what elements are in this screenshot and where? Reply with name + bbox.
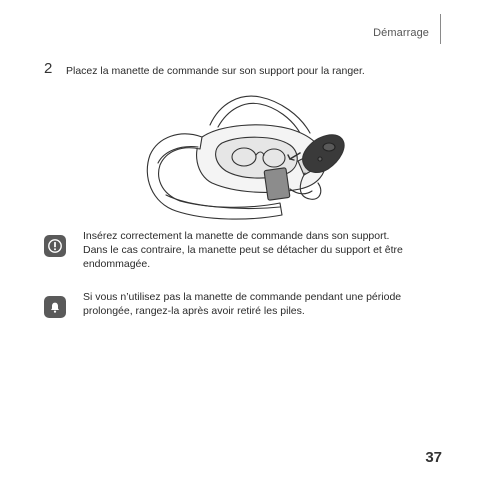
step-instruction: Placez la manette de commande sur son support pour la ranger. (66, 65, 365, 77)
info-line: Si vous n’utilisez pas la manette de commande pendant une période (83, 291, 402, 303)
section-title: Démarrage (373, 27, 429, 39)
caution-note (44, 229, 413, 271)
caution-line: Insérez correctement la manette de commande dans son support. (83, 230, 390, 242)
header-divider (440, 14, 441, 44)
bell-icon (44, 296, 66, 318)
headset-controller-illustration (140, 85, 360, 220)
caution-line: Dans le cas contraire, la manette peut se détacher du support et être (83, 244, 403, 256)
page-number: 37 (425, 449, 442, 466)
info-note (44, 290, 413, 318)
caution-text (83, 229, 413, 271)
caution-icon (44, 235, 66, 257)
info-line: prolongée, rangez-la après avoir retiré les piles. (83, 305, 305, 317)
step-number: 2 (44, 60, 53, 77)
caution-line: endommagée. (83, 258, 151, 270)
info-text (83, 290, 413, 318)
